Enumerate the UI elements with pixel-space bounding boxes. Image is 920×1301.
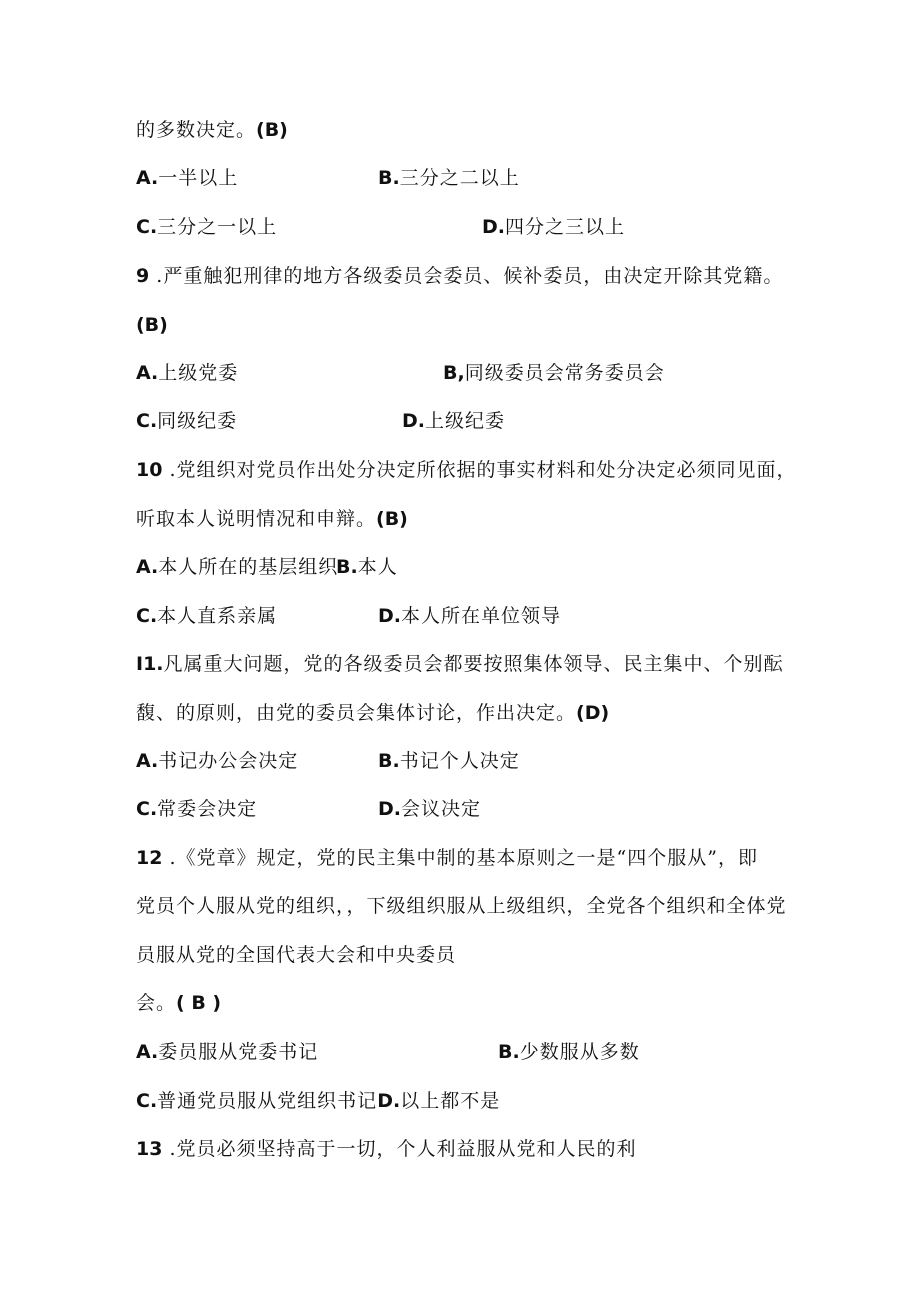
q11-option-b <box>378 749 520 773</box>
q12-option-b <box>498 1040 640 1064</box>
option-text: 书记个人决定 <box>399 750 520 772</box>
option-text: 以上都不是 <box>400 1090 501 1112</box>
option-letter: C. <box>136 798 158 820</box>
q11-answer: (D) <box>576 702 610 724</box>
option-letter: C. <box>136 1090 158 1112</box>
option-text: 本人 <box>357 556 398 578</box>
option-letter: A. <box>136 1041 159 1063</box>
q8-text: 的多数决定。 <box>136 119 257 141</box>
q9-option-d <box>402 409 505 433</box>
option-letter: C. <box>136 410 158 432</box>
option-letter: B, <box>443 362 465 384</box>
q12-question-line2 <box>136 894 787 918</box>
q12-option-a <box>136 1040 318 1064</box>
q11-option-c <box>136 797 257 821</box>
option-letter: B. <box>336 556 358 578</box>
q8-option-d <box>482 215 625 239</box>
option-text: 上级纪委 <box>425 410 506 432</box>
option-letter: C. <box>136 605 158 627</box>
q12-text-1: .《党章》规定，党的民主集中制的基本原则之一是“四个服从”，即 <box>162 847 758 869</box>
q12-question-line4 <box>136 991 221 1015</box>
q9-option-c <box>136 409 237 433</box>
option-letter: A. <box>136 556 159 578</box>
option-letter: D. <box>378 798 401 820</box>
option-letter: A. <box>136 362 159 384</box>
q8-question-tail <box>136 118 288 142</box>
q10-question-line2 <box>136 507 408 531</box>
q12-options-c-d <box>136 1089 500 1113</box>
q9-option-a <box>136 361 238 385</box>
option-letter: D. <box>377 1090 401 1112</box>
option-letter: C. <box>136 216 158 238</box>
q9-answer-line <box>136 313 168 337</box>
option-text: 书记办公会决定 <box>158 750 299 772</box>
option-letter: B. <box>498 1041 520 1063</box>
option-text: 四分之三以上 <box>505 216 626 238</box>
q12-question-line1 <box>136 846 758 870</box>
q12-text-2: 党员个人服从党的组织，，下级组织服从上级组织，全党各个组织和全体党 <box>136 895 787 917</box>
q10-question-line1 <box>136 458 797 482</box>
option-letter: D. <box>482 216 505 238</box>
q10-option-c <box>136 604 277 628</box>
q9-number: 9 <box>136 265 150 287</box>
q9-answer: (B) <box>136 314 168 336</box>
option-text: 同级纪委 <box>157 410 238 432</box>
q10-text-2: 听取本人说明情况和申辩。 <box>136 508 377 530</box>
q11-question-line2 <box>136 701 609 725</box>
q11-option-a <box>136 749 298 773</box>
q12-text-3: 员服从党的全国代表大会和中央委员 <box>136 944 457 966</box>
option-letter: A. <box>136 167 159 189</box>
option-letter: D. <box>402 410 425 432</box>
option-text: 三分之一以上 <box>157 216 278 238</box>
q9-text: .严重触犯刑律的地方各级委员会委员、候补委员，由决定开除其党籍。 <box>149 265 784 287</box>
q10-option-d <box>378 604 561 628</box>
q12-answer: ( B ) <box>176 992 222 1014</box>
q10-option-b <box>336 555 398 579</box>
q11-text-2: 馥、的原则，由党的委员会集体讨论，作出决定。 <box>136 702 577 724</box>
q10-text-1: .党组织对党员作出处分决定所依据的事实材料和处分决定必须同见面， <box>162 459 797 481</box>
q12-question-line3 <box>136 943 456 967</box>
q9-question <box>136 264 783 288</box>
q11-text-1: 凡属重大问题，党的各级委员会都要按照集体领导、民主集中、个别酝 <box>163 653 784 675</box>
option-text: 三分之二以上 <box>399 167 520 189</box>
q8-option-c <box>136 215 277 239</box>
q12-text-4: 会。 <box>136 992 177 1014</box>
q8-answer: (B) <box>256 119 288 141</box>
option-text: 会议决定 <box>401 798 482 820</box>
option-text: 常委会决定 <box>157 798 258 820</box>
option-text: 本人所在单位领导 <box>401 605 562 627</box>
option-letter: D. <box>378 605 401 627</box>
option-text: 本人直系亲属 <box>157 605 278 627</box>
q10-option-a <box>136 555 338 579</box>
q13-number: 13 <box>136 1138 163 1160</box>
q13-text: .党员必须坚持高于一切，个人利益服从党和人民的利 <box>162 1138 637 1160</box>
option-text: 普通党员服从党组织书记 <box>157 1090 378 1112</box>
option-text: 少数服从多数 <box>519 1041 640 1063</box>
q10-answer: (B) <box>376 508 408 530</box>
q10-number: 10 <box>136 459 163 481</box>
q11-number: I1. <box>136 653 164 675</box>
option-letter: B. <box>378 167 400 189</box>
option-letter: B. <box>378 750 400 772</box>
option-text: 上级党委 <box>158 362 239 384</box>
option-text: 委员服从党委书记 <box>158 1041 319 1063</box>
q8-option-a <box>136 166 238 190</box>
q9-option-b <box>443 361 665 385</box>
option-text: 一半以上 <box>158 167 239 189</box>
q12-number: 12 <box>136 847 163 869</box>
q11-question-line1 <box>136 652 784 676</box>
q8-option-b <box>378 166 520 190</box>
option-letter: A. <box>136 750 159 772</box>
option-text: 同级委员会常务委员会 <box>464 362 665 384</box>
q11-option-d <box>378 797 481 821</box>
option-text: 本人所在的基层组织 <box>158 556 339 578</box>
q13-question <box>136 1137 637 1161</box>
